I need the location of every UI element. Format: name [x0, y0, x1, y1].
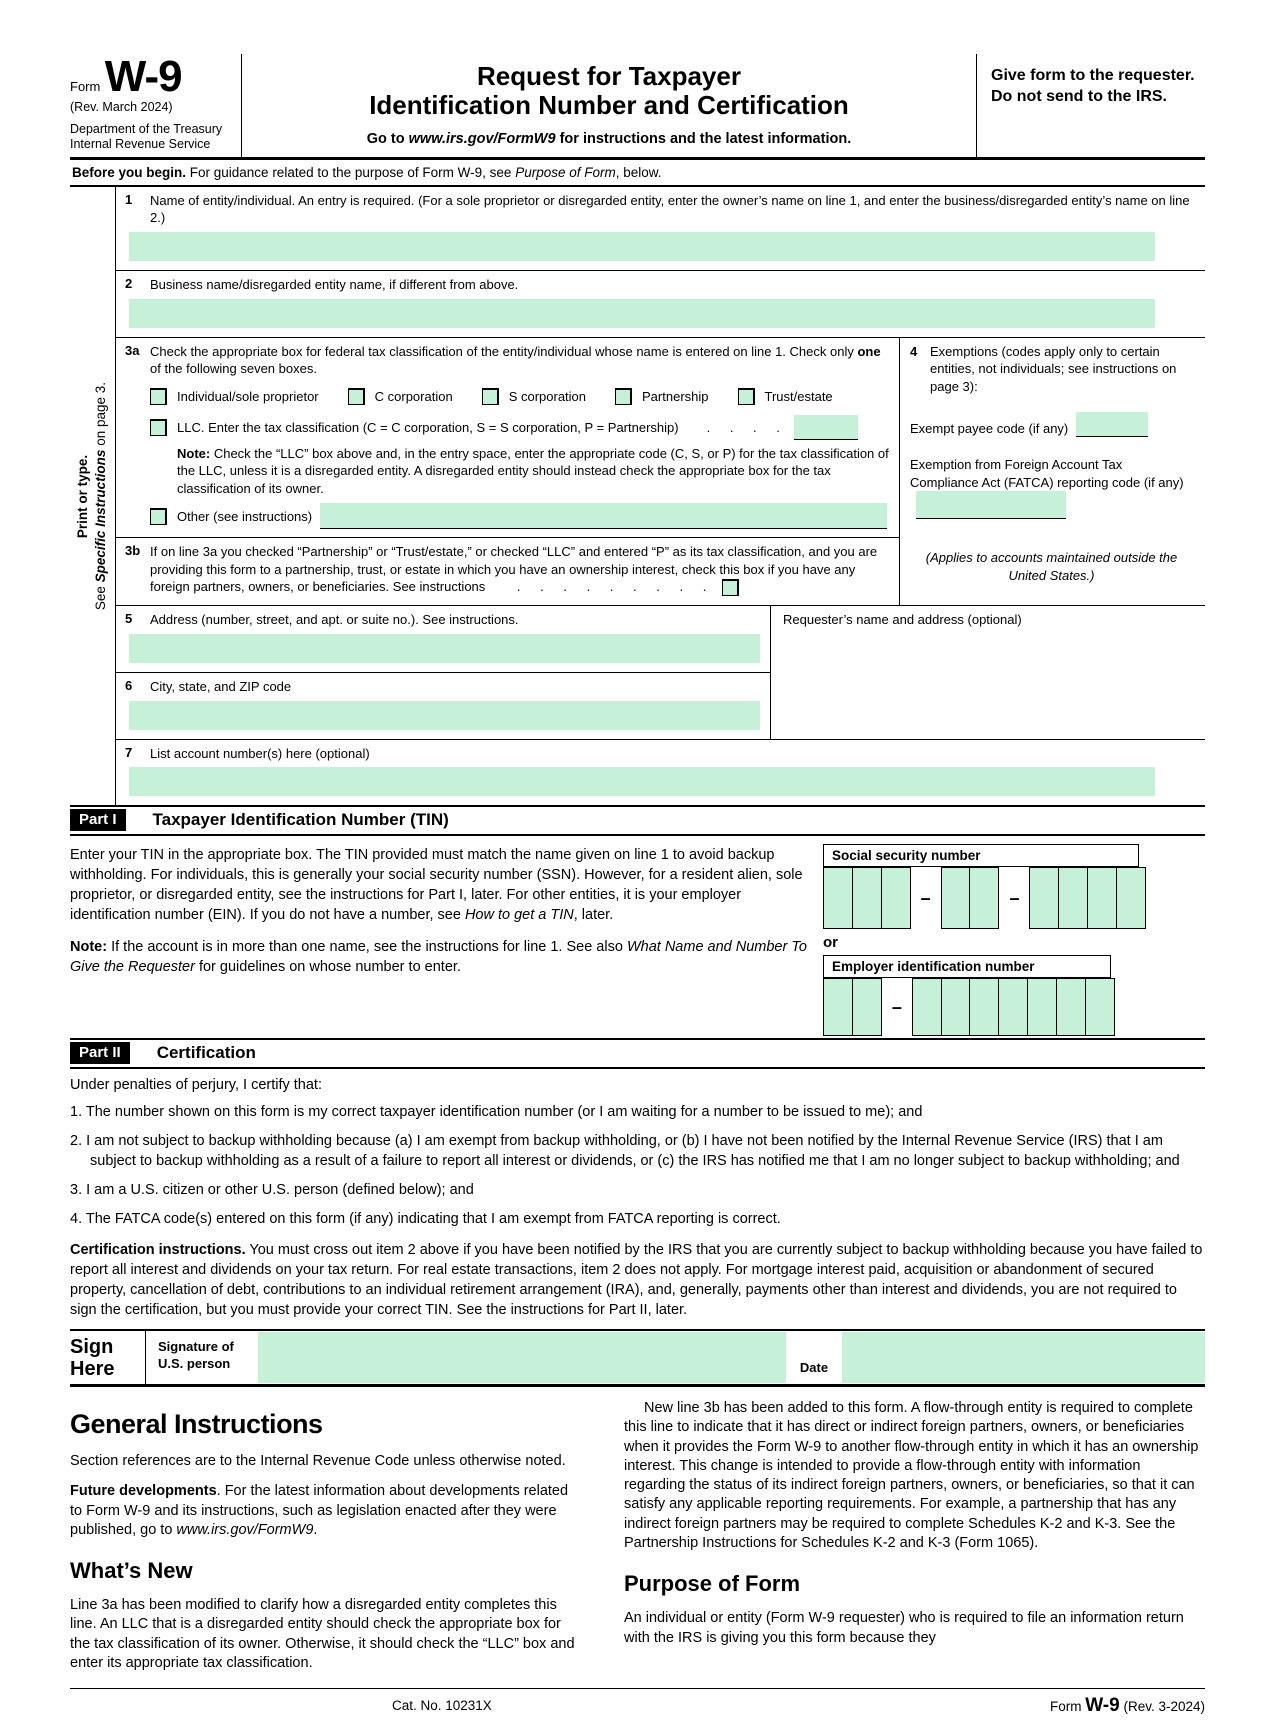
before-bold: Before you begin. — [72, 164, 187, 180]
line4-header — [910, 343, 1193, 396]
other-label: Other (see instructions) — [177, 508, 313, 524]
part2-heading — [70, 1038, 1205, 1069]
tin-note-bold: Note: — [70, 939, 108, 956]
ssn-digit-cell[interactable] — [852, 867, 882, 929]
form-title — [252, 62, 966, 122]
trust-estate-checkbox[interactable] — [738, 388, 755, 405]
print-or-type-text — [74, 382, 110, 610]
business-name-input[interactable] — [129, 299, 1155, 328]
line3b-row — [116, 538, 899, 605]
applies-note: (Applies to accounts maintained outside the United States.) — [925, 550, 1178, 584]
form-title-block — [242, 54, 977, 157]
form-fields — [116, 187, 1205, 805]
see-instructions-post: on page 3. — [93, 381, 109, 450]
before-mid: For guidance related to the purpose of Form W-9, see — [186, 164, 516, 180]
llc-note — [177, 445, 891, 498]
certification-item-1: 1. The number shown on this form is my correct taxpayer identification number (or I am waiting for a number to be issued to me); and — [70, 1104, 923, 1121]
before-post: , below. — [615, 164, 662, 180]
footer-form-reference — [1050, 1695, 1205, 1717]
dept-treasury-line: Department of the Treasury — [70, 121, 223, 136]
line4-label: Exemptions (codes apply only to certain entities, not individuals; see instructions on page 3): — [930, 343, 1177, 394]
s-corporation-checkbox[interactable] — [482, 388, 499, 405]
instructions-section — [70, 1399, 1205, 1684]
new-line-3b-paragraph: New line 3b has been added to this form. A flow-through entity is required to complete this line to indicate that it has direct or indirect foreign partners, owners, or beneficiaries when it provides the Form W-9 to another flow-through entity in which it has an ownership interest. This change is intended to provide a flow-through entity with information regarding the status of its indirect foreign partners, owners, or beneficiaries, so that it can satisfy any applicable reporting requirements. For example, a partnership that has any indirect foreign partners may be required to complete Schedules K-2 and K-3. See the Partnership Instructions for Schedules K-2 and K-3 (Form 1065). — [624, 1400, 1199, 1552]
specific-instructions-ref: Specific Instructions — [93, 449, 109, 583]
form-number: W-9 — [104, 52, 182, 101]
ssn-label-box: Social security number — [823, 844, 1139, 867]
ein-digit-cell[interactable] — [998, 978, 1028, 1036]
line3a-row — [116, 338, 899, 539]
form-header — [70, 54, 1205, 160]
instructions-left-column — [70, 1399, 578, 1684]
exempt-payee-code-input[interactable] — [1076, 412, 1148, 437]
ein-digit-cell[interactable] — [1027, 978, 1057, 1036]
address-left-column — [116, 606, 770, 738]
form-title-line2: Identification Number and Certification — [369, 90, 849, 121]
c-corporation-label: C corporation — [374, 388, 453, 404]
sign-here-section — [70, 1329, 1205, 1387]
certification-intro: Under penalties of perjury, I certify that: — [70, 1077, 322, 1094]
option-individual — [150, 388, 319, 405]
footer-form-number: W-9 — [1085, 1695, 1120, 1717]
city-state-zip-input[interactable] — [129, 701, 760, 730]
goto-post: for instructions and the latest information. — [555, 131, 852, 148]
what-name-ref: What Name and Number To Give the Requester — [70, 939, 807, 976]
option-s-corporation — [482, 388, 586, 405]
goto-url-link[interactable]: www.irs.gov/FormW9 — [408, 131, 556, 148]
sign-here-label — [70, 1331, 146, 1384]
ssn-digit-cell[interactable] — [969, 867, 999, 929]
form-body — [70, 187, 1205, 807]
ein-group2 — [912, 978, 1115, 1036]
part1-chip: Part I — [70, 809, 126, 831]
tin-instructions — [70, 845, 807, 925]
ssn-group2 — [941, 867, 1000, 929]
purpose-of-form-title: Purpose of Form — [624, 1571, 801, 1597]
ein-digit-cell[interactable] — [1085, 978, 1115, 1036]
ssn-dash2: – — [1009, 887, 1020, 908]
ein-digit-cell[interactable] — [912, 978, 942, 1036]
date-input[interactable] — [842, 1332, 1205, 1383]
ssn-digit-cell[interactable] — [1087, 867, 1117, 929]
print-or-type-bold: Print or type. — [75, 454, 91, 538]
ssn-group1 — [823, 867, 911, 929]
ssn-group3 — [1029, 867, 1145, 929]
future-developments-paragraph — [70, 1482, 578, 1540]
form-word: Form — [70, 79, 101, 94]
part1-title: Taxpayer Identification Number (TIN) — [152, 810, 449, 830]
ein-digit-cell[interactable] — [823, 978, 853, 1036]
foreign-partners-checkbox[interactable] — [722, 579, 739, 596]
irs-line: Internal Revenue Service — [70, 137, 211, 152]
tin-instructions-post: , later. — [573, 907, 614, 924]
line3a-label-post: of the following seven boxes. — [150, 361, 317, 377]
fatca-label: Exemption from Foreign Account Tax Compliance Act (FATCA) reporting code (if any) — [910, 457, 1184, 490]
part2-chip: Part II — [70, 1042, 130, 1064]
future-developments-post: . — [313, 1521, 318, 1538]
llc-dot-leader: . . . . — [706, 419, 780, 435]
future-developments-bold: Future developments — [70, 1483, 217, 1500]
line5-label: Address (number, street, and apt. or suite no.). See instructions. — [150, 612, 519, 628]
line3a-label-bold: one — [857, 343, 881, 359]
line3b-label — [150, 543, 891, 596]
line2-row — [116, 271, 1205, 338]
future-developments-mid: . For the latest information about developments related to Form W-9 and its instructions, such as legislation enacted after they were published, go to — [70, 1483, 569, 1538]
ssn-digit-cell[interactable] — [823, 867, 853, 929]
ssn-digit-cell[interactable] — [1058, 867, 1088, 929]
general-instructions-title: General Instructions — [70, 1409, 323, 1440]
line6-number: 6 — [125, 677, 133, 693]
llc-note-text: Check the “LLC” box above and, in the entry space, enter the appropriate code (C, S, or P) for the tax classification of the LLC, unless it is a disregarded entity. A disregarded entity should instead check the appropriate box for the tax classification of its owner. — [177, 445, 889, 496]
certification-instructions-text: You must cross out item 2 above if you have been notified by the IRS that you are currently subject to backup withholding because you have failed to report all interest and dividends on your tax return. For real estate transactions, item 2 does not apply. For mortgage interest paid, acquisition or abandonment of secured property, cancellation of debt, contributions to an individual retirement arrangement (IRA), and, generally, payments other than interest and dividends, you are not required to sign the certification, but you must provide your correct TIN. See the instructions for Part II, later. — [70, 1242, 1203, 1319]
certification-item-4: 4. The FATCA code(s) entered on this form (if any) indicating that I am exempt from FATCA reporting is correct. — [70, 1211, 781, 1228]
ssn-digit-cell[interactable] — [1029, 867, 1059, 929]
ein-label-box: Employer identification number — [823, 955, 1111, 978]
page-footer — [70, 1688, 1205, 1722]
certification-instructions — [70, 1240, 1205, 1320]
ein-dash: – — [891, 996, 902, 1017]
part2-title: Certification — [156, 1043, 256, 1063]
other-option-row — [150, 503, 891, 529]
tin-note — [70, 937, 807, 977]
line1-label: Name of entity/individual. An entry is required. (For a sole proprietor or disregarded entity, enter the owner’s name on line 1, and enter the business/disregarded entity’s name on line 2.) — [150, 192, 1190, 226]
line7-label: List account number(s) here (optional) — [150, 745, 370, 761]
line3b-dot-leader: . . . . . . . . . — [516, 579, 707, 595]
individual-checkbox[interactable] — [150, 388, 167, 405]
signature-caption-line2: U.S. person — [158, 1355, 231, 1371]
tin-boxes-column — [823, 841, 1205, 1036]
s-corporation-label: S corporation — [508, 388, 587, 404]
ein-cells — [823, 978, 1205, 1036]
ein-digit-cell[interactable] — [941, 978, 971, 1036]
line3-section — [116, 338, 1205, 607]
tax-classification-options — [150, 388, 891, 405]
partnership-label: Partnership — [642, 388, 709, 404]
llc-classification-input[interactable] — [794, 415, 858, 440]
ein-digit-cell[interactable] — [852, 978, 882, 1036]
whats-new-paragraph: Line 3a has been modified to clarify how a disregarded entity completes this line. An LLC that is a disregarded entity should check the appropriate box for the tax classification of its owner. Otherwise, it should check the “LLC” box and enter its appropriate tax classification. — [70, 1597, 575, 1672]
name-input[interactable] — [129, 232, 1155, 261]
goto-pre: Go to — [366, 131, 409, 148]
ssn-dash: – — [920, 887, 931, 908]
certification-item-3: 3. I am a U.S. citizen or other U.S. person (defined below); and — [70, 1182, 474, 1199]
line7-row — [116, 740, 1205, 806]
line7-number: 7 — [125, 744, 133, 760]
goto-line — [252, 131, 966, 147]
or-label: or — [823, 934, 838, 952]
line5-number: 5 — [125, 611, 133, 627]
llc-checkbox[interactable] — [150, 419, 167, 436]
exempt-payee-label: Exempt payee code (if any) — [910, 420, 1069, 436]
line2-number: 2 — [125, 275, 133, 291]
option-partnership — [615, 388, 708, 405]
tin-note-pre: If the account is in more than one name, see the instructions for line 1. See also — [107, 939, 627, 956]
sign-word: Sign — [70, 1336, 114, 1359]
section-references-paragraph: Section references are to the Internal Revenue Code unless otherwise noted. — [70, 1453, 566, 1470]
see-instructions-pre: See — [93, 582, 109, 611]
individual-label: Individual/sole proprietor — [177, 388, 319, 404]
option-trust-estate — [738, 388, 833, 405]
before-you-begin — [70, 160, 1205, 187]
line4-section — [899, 338, 1205, 606]
exempt-payee-row — [910, 412, 1193, 437]
print-or-type-sidebar — [70, 187, 116, 805]
line3b-number: 3b — [125, 543, 141, 559]
line3a-label-pre: Check the appropriate box for federal tax classification of the entity/individual whose name is entered on line 1. Check only — [150, 343, 858, 359]
catalog-number: Cat. No. 10231X — [392, 1698, 492, 1714]
certification-instructions-bold: Certification instructions. — [70, 1242, 246, 1259]
instructions-right-column — [624, 1399, 1205, 1684]
fatca-row — [910, 456, 1193, 519]
form-title-line1: Request for Taxpayer — [477, 60, 741, 91]
part1-body — [70, 836, 1205, 1038]
other-checkbox[interactable] — [150, 508, 167, 525]
line3a-label — [150, 343, 891, 378]
form-revision: (Rev. March 2024) — [70, 100, 173, 114]
line3b-text: If on line 3a you checked “Partnership” or “Trust/estate,” or checked “LLC” and entered “P” as its tax classification, and you are providing this form to a partnership, trust, or estate in which you have an ownership interest, check this box if you have any foreign partners, owners, or beneficiaries. See instructions — [150, 544, 878, 595]
account-numbers-input[interactable] — [129, 767, 1155, 796]
line1-row — [116, 187, 1205, 271]
certification-section — [70, 1077, 1205, 1320]
address-section — [116, 606, 1205, 739]
line3-left-column — [116, 338, 899, 606]
fatca-code-input[interactable] — [916, 491, 1066, 519]
tin-instructions-pre: Enter your TIN in the appropriate box. The TIN provided must match the name given on line 1 to avoid backup withholding. For individuals, this is generally your social security number (SSN). However, for a resident alien, sole proprietor, or disregarded entity, see the instructions for Part I, later. For other entities, it is your employer identification number (EIN). If you do not have a number, see — [70, 847, 803, 924]
whats-new-title: What’s New — [70, 1558, 193, 1584]
ein-digit-cell[interactable] — [1056, 978, 1086, 1036]
signature-caption-line1: Signature of — [158, 1339, 234, 1355]
llc-label: LLC. Enter the tax classification (C = C corporation, S = S corporation, P = Partnership) — [177, 419, 679, 435]
line3a-number: 3a — [125, 342, 140, 358]
line6-row — [116, 673, 770, 739]
certification-item-2: 2. I am not subject to backup withholding because (a) I am exempt from backup withholding, or (b) I have not been notified by the Internal Revenue Service (IRS) that I am subject to backup withholding as a result of a failure to report all interest or dividends, or (c) the IRS has notified me that I am no longer subject to backup withholding; and — [70, 1133, 1180, 1170]
line4-number: 4 — [910, 343, 918, 359]
purpose-of-form-paragraph: An individual or entity (Form W-9 requester) who is required to file an information return with the IRS is giving you this form because they — [624, 1610, 1184, 1646]
llc-note-bold: Note: — [177, 445, 211, 461]
line6-label: City, state, and ZIP code — [150, 678, 292, 694]
part1-heading — [70, 807, 1205, 836]
footer-form-word: Form — [1050, 1699, 1086, 1715]
form-id-block — [70, 54, 242, 157]
other-input[interactable] — [320, 503, 887, 529]
part1-text-column — [70, 841, 823, 1036]
ssn-digit-cell[interactable] — [1116, 867, 1146, 929]
option-c-corporation — [348, 388, 453, 405]
address-input[interactable] — [129, 634, 760, 663]
trust-estate-label: Trust/estate — [764, 388, 833, 404]
how-to-get-tin-ref: How to get a TIN — [464, 907, 574, 924]
date-label: Date — [799, 1360, 829, 1376]
ein-digit-cell[interactable] — [969, 978, 999, 1036]
line1-number: 1 — [125, 191, 133, 207]
c-corporation-checkbox[interactable] — [348, 388, 365, 405]
give-form-note: Give form to the requester. Do not send to the IRS. — [991, 67, 1195, 105]
signature-input[interactable] — [258, 1332, 786, 1383]
line2-label: Business name/disregarded entity name, if different from above. — [150, 276, 519, 292]
footer-form-revision: (Rev. 3-2024) — [1119, 1699, 1205, 1715]
signature-caption — [146, 1331, 258, 1384]
ein-group1 — [823, 978, 882, 1036]
future-developments-url[interactable]: www.irs.gov/FormW9 — [176, 1521, 314, 1538]
before-italic: Purpose of Form — [515, 164, 616, 180]
ssn-digit-cell[interactable] — [881, 867, 911, 929]
requester-label: Requester’s name and address (optional) — [783, 612, 1022, 628]
requester-section — [770, 606, 1205, 738]
ssn-cells — [823, 867, 1205, 929]
llc-option-row — [150, 415, 891, 440]
tin-note-post: for guidelines on whose number to enter. — [194, 959, 461, 976]
partnership-checkbox[interactable] — [615, 388, 632, 405]
form-number-line — [70, 52, 233, 101]
ssn-digit-cell[interactable] — [941, 867, 971, 929]
here-word: Here — [70, 1358, 115, 1381]
line5-row — [116, 606, 770, 673]
